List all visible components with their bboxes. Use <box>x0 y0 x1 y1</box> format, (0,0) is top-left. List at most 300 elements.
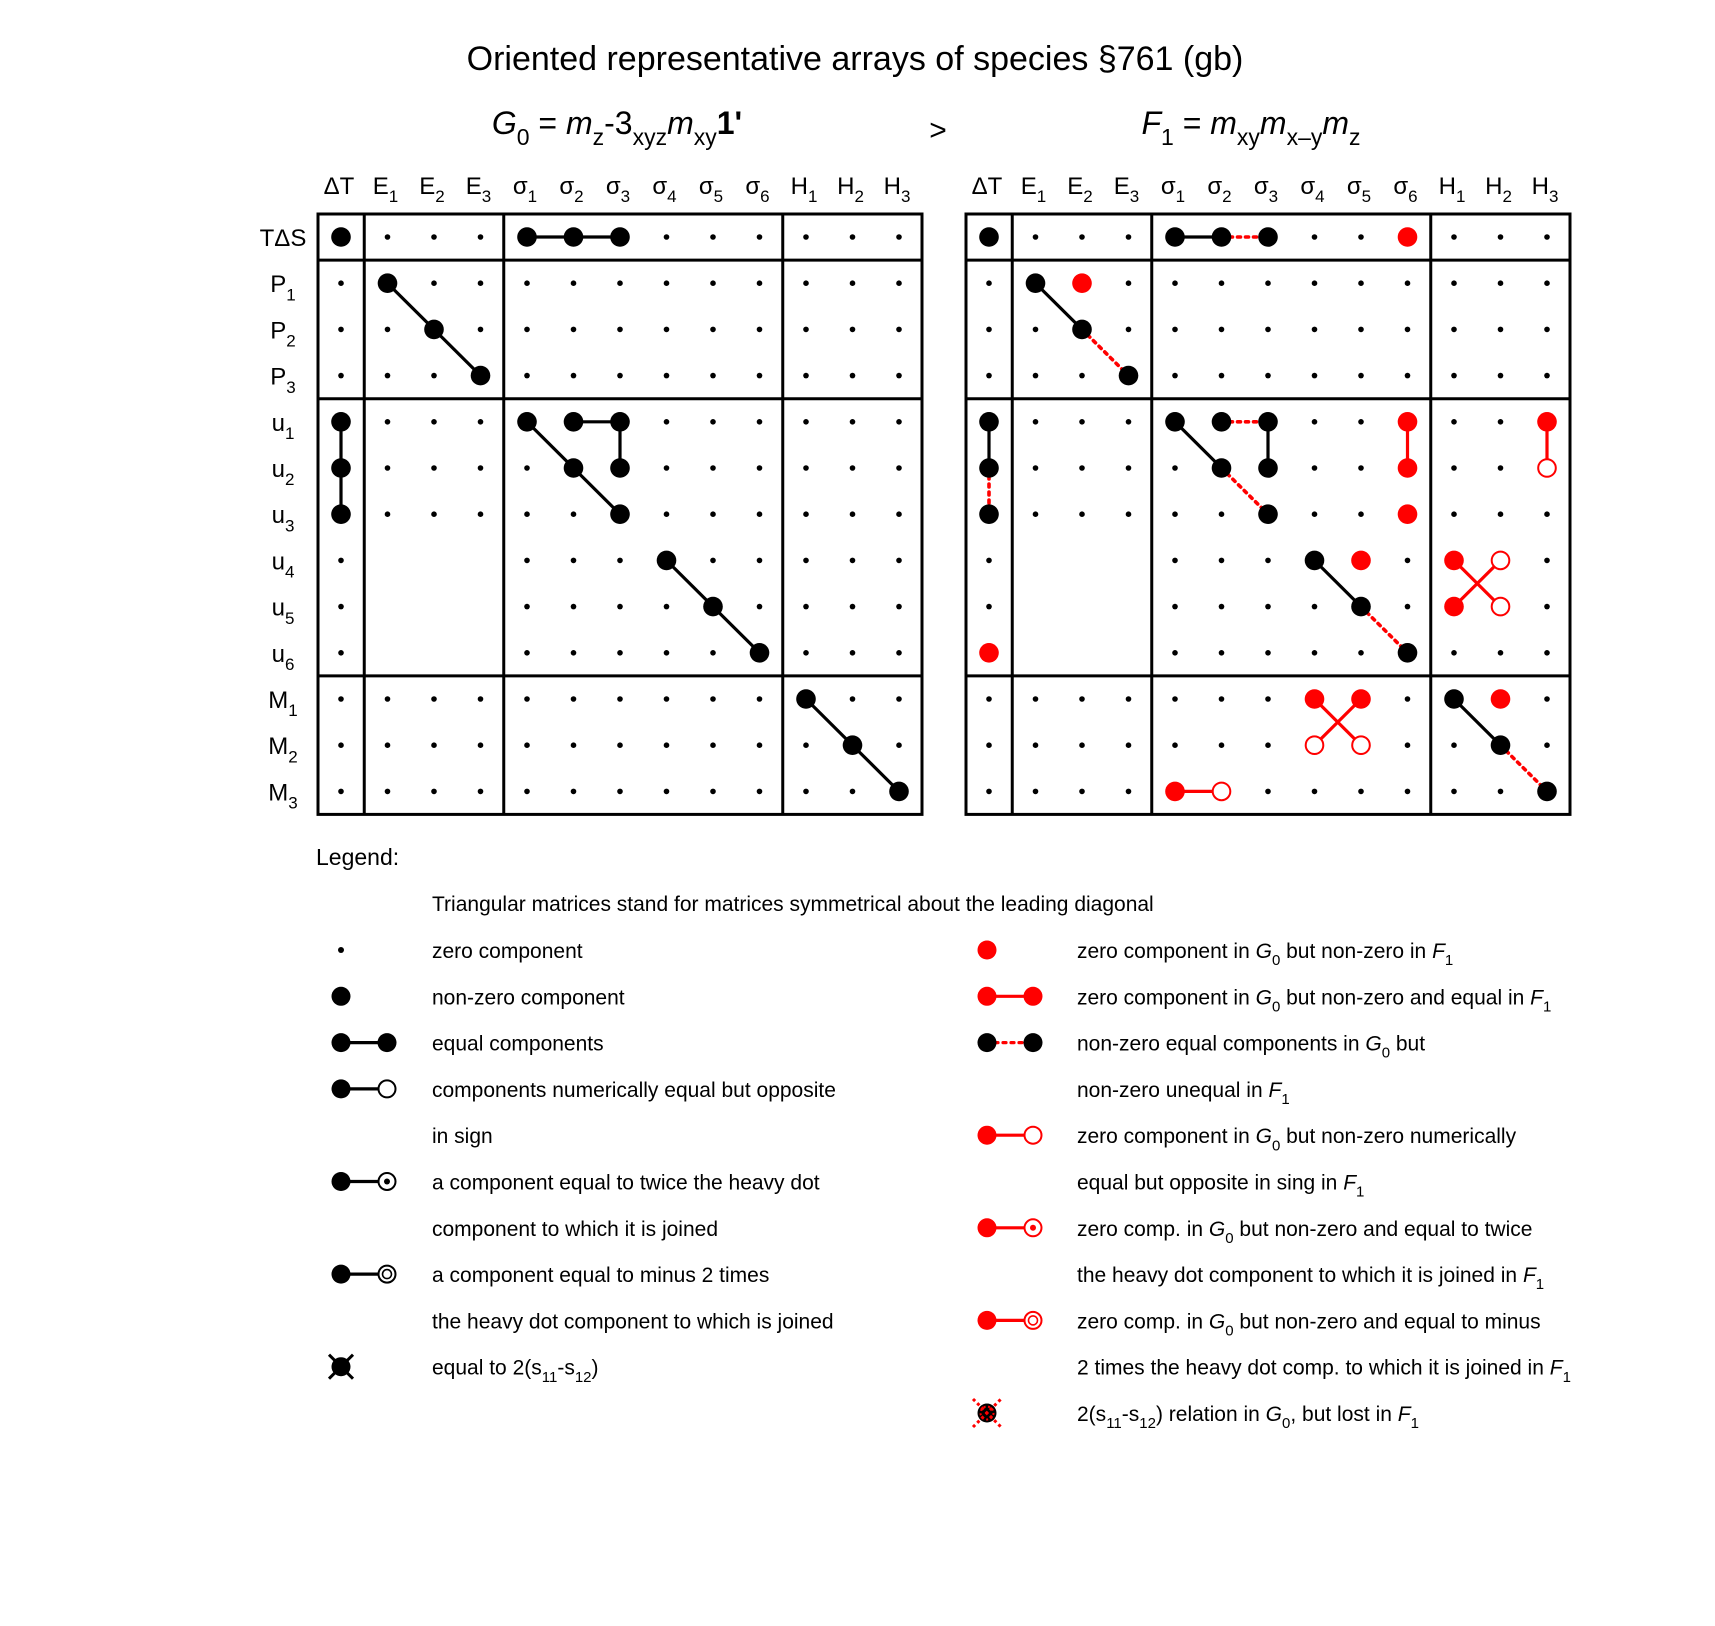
left-nonzero-dot <box>843 735 863 755</box>
right-red-open-dot <box>1492 552 1510 570</box>
row-label: $u_4$ <box>271 548 295 582</box>
right-formula-text: $F_1 = m_{xy}m_{x-y}m_z$ <box>1141 105 1361 150</box>
legend-item <box>978 940 1454 969</box>
right-nonzero-dot <box>1165 227 1185 247</box>
legend <box>316 844 1571 1432</box>
legend-item-text: zero comp. in $G_0$ but non-zero and equal to twice <box>1077 1217 1533 1247</box>
left-zero-dot <box>431 373 437 379</box>
left-zero-dot <box>571 327 577 333</box>
right-zero-dot <box>1544 327 1550 333</box>
right-zero-dot <box>1358 327 1364 333</box>
left-nonzero-dot <box>703 597 723 617</box>
left-zero-dot <box>338 280 344 286</box>
right-red-dot <box>979 643 999 663</box>
legend-item-text: in sign <box>432 1125 493 1149</box>
left-zero-dot <box>385 511 391 517</box>
left-zero-dot <box>757 511 763 517</box>
right-zero-dot <box>1312 327 1318 333</box>
right-equal-link <box>1454 699 1501 745</box>
left-array <box>318 173 922 814</box>
right-nonzero-dot <box>1258 504 1278 524</box>
left-zero-dot <box>571 696 577 702</box>
left-equal-link <box>434 329 481 375</box>
left-zero-dot <box>571 558 577 564</box>
legend-item <box>332 1264 834 1333</box>
legend-item-text: non-zero component <box>432 986 625 1010</box>
left-col-label: $E_2$ <box>419 173 445 207</box>
left-zero-dot <box>338 742 344 748</box>
right-nonzero-dot <box>1351 597 1371 617</box>
left-nonzero-dot <box>564 412 584 432</box>
left-zero-dot <box>850 511 856 517</box>
left-zero-dot <box>664 327 670 333</box>
left-col-label: $H_1$ <box>790 173 818 207</box>
left-nonzero-dot <box>564 227 584 247</box>
legend-item-text: component to which it is joined <box>432 1217 718 1241</box>
right-dotted-link <box>1222 468 1269 514</box>
right-red-dot <box>1444 597 1464 617</box>
right-col-label: $H_1$ <box>1438 173 1466 207</box>
right-zero-dot <box>1033 696 1039 702</box>
legend-item-text: a component equal to twice the heavy dot <box>432 1171 820 1195</box>
right-zero-dot <box>1451 742 1457 748</box>
right-zero-dot <box>1358 465 1364 471</box>
left-col-label: $E_1$ <box>372 173 399 207</box>
row-label: $u_6$ <box>271 640 295 674</box>
right-zero-dot <box>1265 604 1271 610</box>
left-zero-dot <box>478 327 484 333</box>
right-zero-dot <box>1265 280 1271 286</box>
left-nonzero-dot <box>889 782 909 802</box>
legend-item <box>329 1355 599 1386</box>
right-zero-dot <box>1405 696 1411 702</box>
left-equal-link <box>388 283 435 329</box>
left-zero-dot <box>710 327 716 333</box>
left-zero-dot <box>664 280 670 286</box>
right-col-label: $E_3$ <box>1113 173 1140 207</box>
left-zero-dot <box>896 373 902 379</box>
left-zero-dot <box>571 280 577 286</box>
right-nonzero-dot <box>1212 227 1232 247</box>
right-nonzero-dot <box>1398 643 1418 663</box>
right-zero-dot <box>1079 742 1085 748</box>
right-equal-link <box>1315 560 1362 606</box>
left-zero-dot <box>617 327 623 333</box>
right-dotted-link <box>1501 745 1548 791</box>
right-nonzero-dot <box>1258 227 1278 247</box>
left-zero-dot <box>338 650 344 656</box>
right-zero-dot <box>1033 327 1039 333</box>
left-zero-dot <box>617 373 623 379</box>
right-zero-dot <box>1312 280 1318 286</box>
left-nonzero-dot <box>331 412 351 432</box>
right-red-dot <box>1398 504 1418 524</box>
right-zero-dot <box>1126 696 1132 702</box>
left-zero-dot <box>803 558 809 564</box>
right-col-label: $H_2$ <box>1485 173 1512 207</box>
legend-item-text: equal components <box>432 1032 604 1056</box>
left-zero-dot <box>431 511 437 517</box>
legend-item <box>332 1172 820 1241</box>
legend-center-dot <box>1030 1225 1036 1231</box>
left-zero-dot <box>757 558 763 564</box>
right-zero-dot <box>1451 234 1457 240</box>
left-zero-dot <box>385 373 391 379</box>
row-label: $u_3$ <box>271 502 295 536</box>
legend-item-text: zero component in $G_0$ but non-zero in $F_1$ <box>1077 940 1454 970</box>
left-zero-dot <box>803 465 809 471</box>
left-zero-dot <box>617 604 623 610</box>
left-zero-dot <box>710 650 716 656</box>
right-red-dot <box>1398 458 1418 478</box>
left-formula-text: $G_0 = m_z-3_{xyz}m_{xy}1'$ <box>491 105 743 150</box>
right-zero-dot <box>1312 234 1318 240</box>
right-nonzero-dot <box>1258 412 1278 432</box>
right-zero-dot <box>1033 789 1039 795</box>
left-zero-dot <box>710 280 716 286</box>
left-zero-dot <box>850 696 856 702</box>
left-zero-dot <box>478 742 484 748</box>
left-zero-dot <box>710 742 716 748</box>
legend-item <box>332 1033 604 1056</box>
right-zero-dot <box>1498 650 1504 656</box>
legend-item <box>338 940 583 963</box>
left-col-label: ΔT <box>323 173 355 200</box>
left-zero-dot <box>850 280 856 286</box>
right-zero-dot <box>1498 327 1504 333</box>
left-zero-dot <box>710 465 716 471</box>
right-zero-dot <box>1033 419 1039 425</box>
right-zero-dot <box>1544 696 1550 702</box>
right-zero-dot <box>1358 280 1364 286</box>
left-zero-dot <box>896 511 902 517</box>
right-zero-dot <box>1405 742 1411 748</box>
left-col-label: $H_2$ <box>837 173 864 207</box>
right-zero-dot <box>1451 465 1457 471</box>
left-zero-dot <box>664 789 670 795</box>
left-zero-dot <box>803 789 809 795</box>
right-zero-dot <box>1358 373 1364 379</box>
right-zero-dot <box>986 696 992 702</box>
legend-item <box>978 1125 1517 1200</box>
left-zero-dot <box>385 327 391 333</box>
right-zero-dot <box>1498 511 1504 517</box>
right-zero-dot <box>1079 465 1085 471</box>
left-zero-dot <box>524 373 530 379</box>
legend-item-text: non-zero unequal in $F_1$ <box>1077 1078 1290 1109</box>
right-array-formula <box>1141 105 1360 150</box>
right-nonzero-dot <box>1537 782 1557 802</box>
right-nonzero-dot <box>1258 458 1278 478</box>
left-equal-link <box>574 468 621 514</box>
left-zero-dot <box>431 280 437 286</box>
left-zero-dot <box>803 373 809 379</box>
left-zero-dot <box>757 604 763 610</box>
right-zero-dot <box>1451 650 1457 656</box>
right-zero-dot <box>1265 789 1271 795</box>
right-zero-dot <box>1544 511 1550 517</box>
right-zero-dot <box>1033 742 1039 748</box>
right-col-label: $\sigma_2$ <box>1207 173 1232 207</box>
left-zero-dot <box>850 234 856 240</box>
left-col-label: $E_3$ <box>465 173 492 207</box>
left-zero-dot <box>710 373 716 379</box>
left-col-label: $\sigma_1$ <box>512 173 538 207</box>
right-red-dot <box>1165 782 1185 802</box>
left-zero-dot <box>431 465 437 471</box>
legend-item-text: zero component in $G_0$ but non-zero and equal in $F_1$ <box>1077 986 1552 1016</box>
left-equal-link <box>527 422 574 468</box>
left-zero-dot <box>571 511 577 517</box>
legend-item-text: $2(s_{11}-s_{12})$ relation in $G_0$, but lost in $F_1$ <box>1077 1403 1419 1433</box>
right-zero-dot <box>1544 650 1550 656</box>
right-zero-dot <box>1451 419 1457 425</box>
left-zero-dot <box>710 789 716 795</box>
left-col-label: $\sigma_3$ <box>605 173 631 207</box>
left-zero-dot <box>664 511 670 517</box>
left-zero-dot <box>571 373 577 379</box>
left-zero-dot <box>617 650 623 656</box>
right-red-open-dot <box>1352 736 1370 754</box>
left-zero-dot <box>385 465 391 471</box>
left-nonzero-dot <box>610 458 630 478</box>
left-zero-dot <box>757 465 763 471</box>
left-zero-dot <box>338 373 344 379</box>
left-zero-dot <box>431 742 437 748</box>
right-nonzero-dot <box>1212 412 1232 432</box>
row-label: $u_1$ <box>271 409 295 443</box>
right-zero-dot <box>1172 327 1178 333</box>
right-zero-dot <box>1126 789 1132 795</box>
right-nonzero-dot <box>979 412 999 432</box>
left-zero-dot <box>757 789 763 795</box>
right-zero-dot <box>1126 511 1132 517</box>
right-array <box>966 173 1570 814</box>
left-zero-dot <box>803 511 809 517</box>
right-zero-dot <box>1451 373 1457 379</box>
right-zero-dot <box>1544 373 1550 379</box>
row-label: $u_5$ <box>271 594 295 628</box>
right-equal-link <box>1175 422 1222 468</box>
legend-dot <box>1024 987 1043 1006</box>
right-col-label: $H_3$ <box>1531 173 1559 207</box>
right-zero-dot <box>1079 419 1085 425</box>
right-zero-dot <box>1219 511 1225 517</box>
left-zero-dot <box>617 742 623 748</box>
row-label: TΔS <box>259 225 307 252</box>
right-zero-dot <box>1312 789 1318 795</box>
right-zero-dot <box>1312 373 1318 379</box>
row-label: $M_1$ <box>268 687 298 721</box>
diagram-title: Oriented representative arrays of species §761 (gb) <box>466 40 1244 78</box>
left-zero-dot <box>524 604 530 610</box>
left-zero-dot <box>478 234 484 240</box>
left-col-label: $\sigma_4$ <box>652 173 677 207</box>
right-zero-dot <box>1265 742 1271 748</box>
right-zero-dot <box>1544 742 1550 748</box>
right-red-dot <box>1398 227 1418 247</box>
left-nonzero-dot <box>471 366 491 386</box>
right-nonzero-dot <box>1026 273 1046 293</box>
right-nonzero-dot <box>1444 689 1464 709</box>
left-zero-dot <box>757 696 763 702</box>
right-zero-dot <box>1172 558 1178 564</box>
right-zero-dot <box>1312 650 1318 656</box>
left-zero-dot <box>803 234 809 240</box>
left-zero-dot <box>664 465 670 471</box>
left-zero-dot <box>338 327 344 333</box>
left-nonzero-dot <box>564 458 584 478</box>
left-zero-dot <box>803 419 809 425</box>
legend-open-dot <box>379 1080 396 1097</box>
legend-dot <box>332 987 351 1006</box>
right-zero-dot <box>986 373 992 379</box>
left-zero-dot <box>850 789 856 795</box>
right-col-label: $\sigma_5$ <box>1346 173 1372 207</box>
right-zero-dot <box>1358 511 1364 517</box>
right-zero-dot <box>1265 373 1271 379</box>
left-zero-dot <box>803 650 809 656</box>
left-zero-dot <box>524 558 530 564</box>
left-zero-dot <box>617 789 623 795</box>
right-nonzero-dot <box>1165 412 1185 432</box>
left-zero-dot <box>431 789 437 795</box>
row-labels <box>260 225 307 813</box>
legend-dot <box>978 1033 997 1052</box>
right-zero-dot <box>1358 789 1364 795</box>
legend-item-text: the heavy dot component to which it is joined in $F_1$ <box>1077 1264 1545 1294</box>
right-col-label: $\sigma_1$ <box>1160 173 1186 207</box>
left-zero-dot <box>757 234 763 240</box>
left-zero-dot <box>478 465 484 471</box>
right-zero-dot <box>986 558 992 564</box>
left-nonzero-dot <box>610 412 630 432</box>
row-label: $P_3$ <box>270 363 296 397</box>
right-zero-dot <box>1312 511 1318 517</box>
left-nonzero-dot <box>331 227 351 247</box>
legend-dot <box>332 1033 351 1052</box>
legend-dot <box>1024 1033 1043 1052</box>
right-zero-dot <box>1312 465 1318 471</box>
left-zero-dot <box>896 419 902 425</box>
left-zero-dot <box>664 650 670 656</box>
right-red-dot <box>1351 689 1371 709</box>
left-nonzero-dot <box>796 689 816 709</box>
legend-dot <box>978 987 997 1006</box>
right-zero-dot <box>1358 650 1364 656</box>
left-zero-dot <box>385 789 391 795</box>
right-zero-dot <box>1451 789 1457 795</box>
right-zero-dot <box>1498 419 1504 425</box>
right-zero-dot <box>1172 373 1178 379</box>
legend-center-dot <box>384 1179 390 1185</box>
left-zero-dot <box>710 558 716 564</box>
left-zero-dot <box>757 373 763 379</box>
left-zero-dot <box>617 280 623 286</box>
right-zero-dot <box>1498 234 1504 240</box>
right-zero-dot <box>1079 373 1085 379</box>
right-zero-dot <box>986 742 992 748</box>
right-zero-dot <box>1498 373 1504 379</box>
right-zero-dot <box>1265 558 1271 564</box>
right-zero-dot <box>1219 742 1225 748</box>
right-zero-dot <box>1033 465 1039 471</box>
left-zero-dot <box>385 696 391 702</box>
left-zero-dot <box>524 650 530 656</box>
left-zero-dot <box>478 511 484 517</box>
right-red-dot <box>1305 689 1325 709</box>
right-zero-dot <box>1172 511 1178 517</box>
legend-dot <box>978 1218 997 1237</box>
right-zero-dot <box>1265 327 1271 333</box>
left-zero-dot <box>617 696 623 702</box>
left-zero-dot <box>896 327 902 333</box>
right-zero-dot <box>1172 280 1178 286</box>
left-nonzero-dot <box>610 227 630 247</box>
left-nonzero-dot <box>610 504 630 524</box>
left-nonzero-dot <box>657 551 677 571</box>
right-zero-dot <box>986 604 992 610</box>
left-zero-dot <box>850 327 856 333</box>
legend-open-dot <box>1025 1127 1042 1144</box>
right-zero-dot <box>1126 327 1132 333</box>
right-red-dot <box>1351 551 1371 571</box>
right-col-label: $\sigma_6$ <box>1393 173 1418 207</box>
legend-heading: Legend: <box>316 844 400 870</box>
right-red-dot <box>1444 551 1464 571</box>
right-zero-dot <box>1544 558 1550 564</box>
left-zero-dot <box>524 696 530 702</box>
left-zero-dot <box>385 234 391 240</box>
left-zero-dot <box>757 280 763 286</box>
left-zero-dot <box>803 280 809 286</box>
left-zero-dot <box>803 327 809 333</box>
right-zero-dot <box>1544 604 1550 610</box>
right-zero-dot <box>1405 280 1411 286</box>
right-zero-dot <box>1312 419 1318 425</box>
right-zero-dot <box>1451 327 1457 333</box>
right-zero-dot <box>1079 696 1085 702</box>
left-zero-dot <box>757 419 763 425</box>
right-red-dot <box>1537 412 1557 432</box>
right-zero-dot <box>1172 696 1178 702</box>
legend-item <box>973 1399 1419 1432</box>
left-zero-dot <box>850 419 856 425</box>
left-nonzero-dot <box>517 227 537 247</box>
left-zero-dot <box>896 742 902 748</box>
left-zero-dot <box>524 280 530 286</box>
right-zero-dot <box>1265 650 1271 656</box>
right-equal-link <box>1036 283 1083 329</box>
right-zero-dot <box>1405 558 1411 564</box>
right-zero-dot <box>1172 742 1178 748</box>
left-zero-dot <box>803 742 809 748</box>
right-nonzero-dot <box>1119 366 1139 386</box>
left-zero-dot <box>617 558 623 564</box>
right-zero-dot <box>1451 511 1457 517</box>
left-zero-dot <box>385 742 391 748</box>
left-nonzero-dot <box>424 320 444 340</box>
left-zero-dot <box>571 650 577 656</box>
right-nonzero-dot <box>979 504 999 524</box>
right-red-dot <box>1398 412 1418 432</box>
left-zero-dot <box>896 650 902 656</box>
legend-item-text: components numerically equal but opposite <box>432 1078 836 1102</box>
left-zero-dot <box>385 419 391 425</box>
legend-dot <box>332 1265 351 1284</box>
left-zero-dot <box>803 604 809 610</box>
legend-red-cross-line <box>973 1399 1001 1427</box>
